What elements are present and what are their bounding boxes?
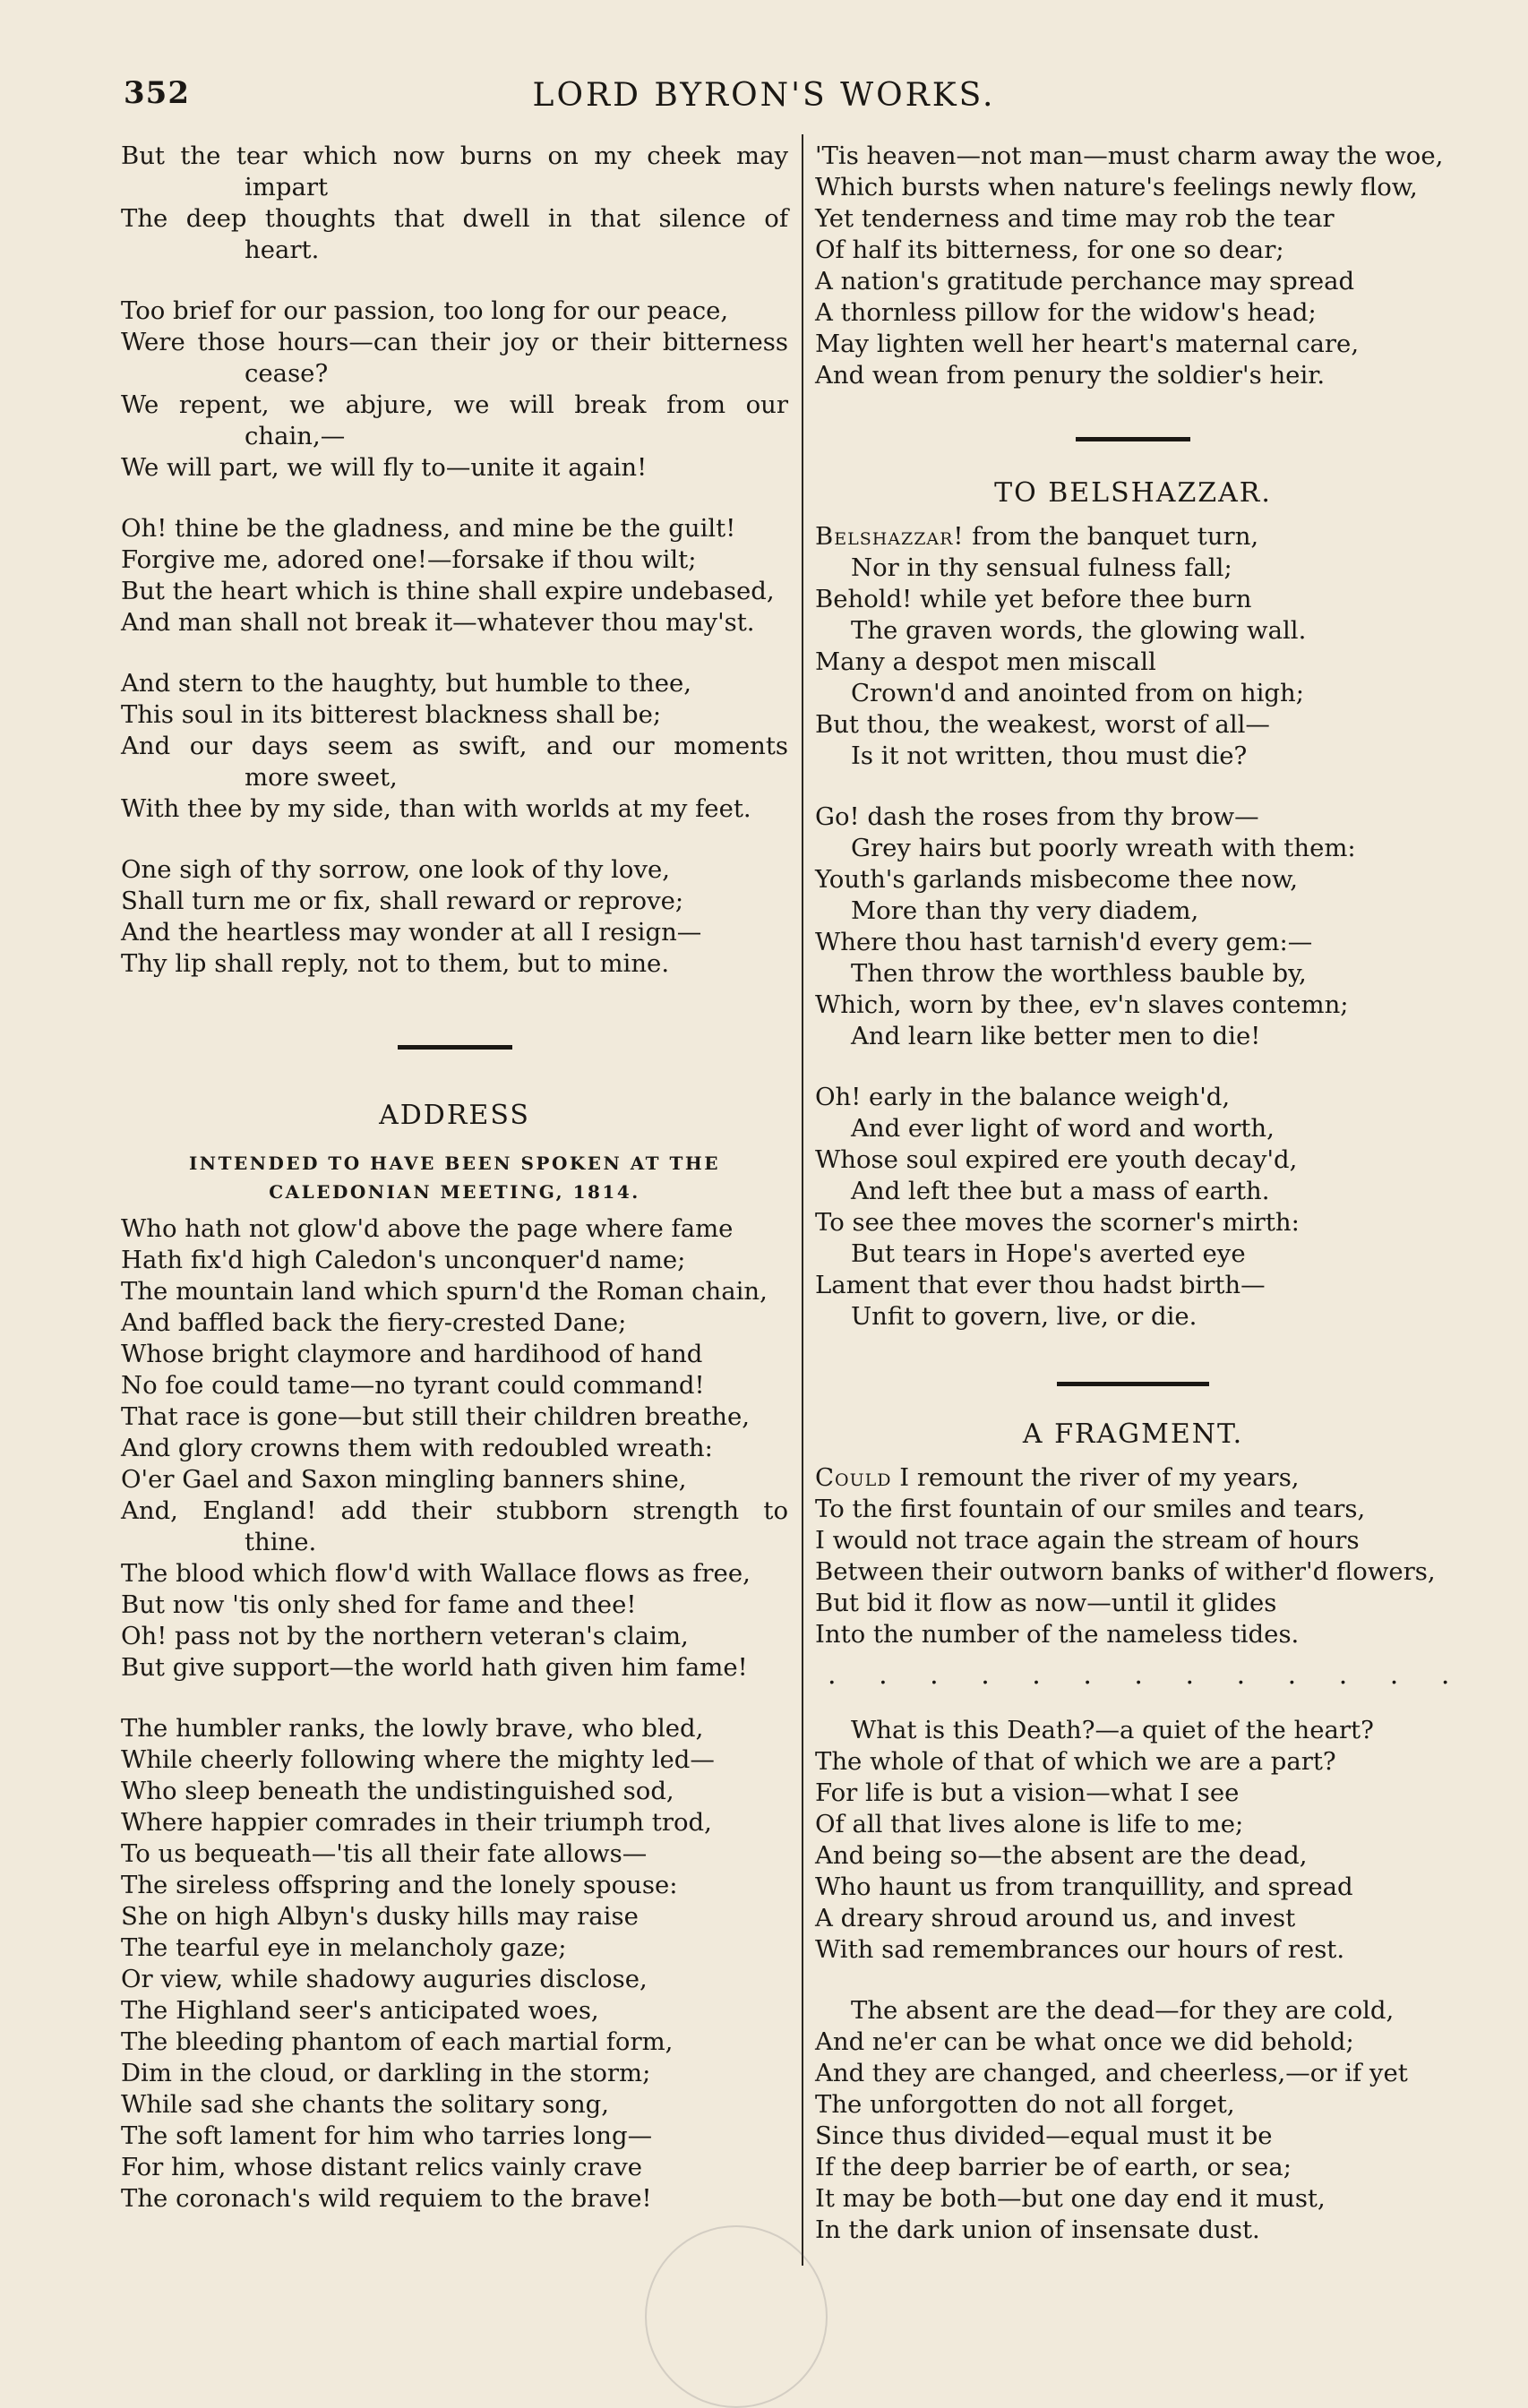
poem-line: Yet tenderness and time may rob the tear: [815, 204, 1335, 233]
poem-line: But tears in Hope's averted eye: [851, 1239, 1246, 1268]
library-stamp: [645, 2225, 828, 2408]
poem-line: Oh! pass not by the northern veteran's claim,: [121, 1622, 689, 1650]
poem-line: Nor in thy sensual fulness fall;: [851, 553, 1232, 582]
poem-line: One sigh of thy sorrow, one look of thy love,: [121, 855, 671, 884]
poem-line: The blood which flow'd with Wallace flows as free,: [121, 1559, 751, 1588]
stanza: [815, 801, 1451, 1052]
address-poem-continued: [815, 141, 1451, 391]
running-head: LORD BYRON'S WORKS.: [532, 77, 996, 114]
poem-line: The mountain land which spurn'd the Roman chain,: [121, 1277, 768, 1306]
poem-line: Is it not written, thou must die?: [851, 741, 1248, 770]
poem-line: The unforgotten do not all forget,: [815, 2090, 1235, 2119]
poem-line: In the dark union of insensate dust.: [815, 2215, 1260, 2244]
poem-line: And man shall not break it—whatever thou may'st.: [121, 608, 755, 637]
poem-line: Were those hours—can their joy or their bitterness: [121, 328, 788, 356]
right-column: [815, 141, 1467, 2275]
poem-line: Of all that lives alone is life to me;: [815, 1810, 1244, 1838]
poem-line: Lament that ever thou hadst birth—: [815, 1271, 1266, 1299]
poem-line: Forgive me, adored one!—forsake if thou wilt;: [121, 545, 697, 574]
poem-line: Many a despot men miscall: [815, 647, 1156, 676]
stanza: [815, 1995, 1451, 2246]
poem-line: Go! dash the roses from thy brow—: [815, 802, 1259, 831]
poem-line: Dim in the cloud, or darkling in the storm;: [121, 2059, 651, 2087]
poem-line: A thornless pillow for the widow's head;: [815, 298, 1317, 327]
poem-line: If the deep barrier be of earth, or sea;: [815, 2153, 1292, 2181]
poem-line: And learn like better men to die!: [851, 1022, 1261, 1050]
poem-line: Thy lip shall reply, not to them, but to mine.: [121, 949, 670, 978]
poem-line: The tearful eye in melancholy gaze;: [121, 1933, 567, 1962]
poem-line: This soul in its bitterest blackness shall be;: [121, 700, 662, 729]
poem-line: chain,—: [245, 422, 346, 450]
poem-line: Hath fix'd high Caledon's unconquer'd name;: [121, 1246, 686, 1274]
poem-line: But thou, the weakest, worst of all—: [815, 710, 1270, 739]
poem-line: We repent, we abjure, we will break from our: [121, 390, 788, 419]
belshazzar-lead: Belshazzar!: [815, 522, 965, 551]
poem-line: Grey hairs but poorly wreath with them:: [851, 834, 1356, 862]
poem-line: The Highland seer's anticipated woes,: [121, 1996, 599, 2025]
poem-line: But give support—the world hath given him fame!: [121, 1653, 748, 1682]
poem-line: The absent are the dead—for they are cold,: [851, 1996, 1395, 2025]
poem-line: That race is gone—but still their children breathe,: [121, 1402, 750, 1431]
poem-line: It may be both—but one day end it must,: [815, 2184, 1326, 2213]
poem-line: [815, 1462, 1451, 1494]
poem-line: But the heart which is thine shall expire undebased,: [121, 577, 775, 605]
poem-line: For him, whose distant relics vainly crave: [121, 2153, 643, 2181]
address-poem: [121, 1213, 788, 2215]
poem-line: Oh! early in the balance weigh'd,: [815, 1083, 1231, 1111]
stanza: [121, 296, 788, 484]
poem-continued: [121, 141, 788, 980]
poem-line: Since thus divided—equal must it be: [815, 2121, 1273, 2150]
stanza: [121, 513, 788, 638]
poem-line: While sad she chants the solitary song,: [121, 2090, 610, 2119]
poem-line: And, England! add their stubborn strength to: [121, 1496, 788, 1525]
stanza: [815, 1715, 1451, 1966]
poem-line: thine.: [245, 1528, 317, 1556]
poem-line: No foe could tame—no tyrant could command!: [121, 1371, 705, 1400]
stanza: [121, 1213, 788, 1684]
poem-line: Then throw the worthless bauble by,: [851, 959, 1307, 988]
poem-line: With thee by my side, than with worlds at my feet.: [121, 794, 751, 823]
poem-line: cease?: [245, 359, 329, 388]
address-subtitle-1: INTENDED TO HAVE BEEN SPOKEN AT THE: [188, 1153, 721, 1174]
poem-line: For life is but a vision—what I see: [815, 1778, 1240, 1807]
poem-line: Whose soul expired ere youth decay'd,: [815, 1145, 1298, 1174]
stanza: [121, 1713, 788, 2215]
fragment-lead: Could: [815, 1463, 892, 1492]
poem-line: Where happier comrades in their triumph trod,: [121, 1808, 712, 1837]
stanza: [121, 141, 788, 266]
poem-line: 'Tis heaven—not man—must charm away the woe,: [815, 141, 1444, 170]
poem-line: And stern to the haughty, but humble to thee,: [121, 669, 692, 698]
address-title: ADDRESS: [379, 1100, 530, 1131]
poem-line: Into the number of the nameless tides.: [815, 1620, 1300, 1649]
poem-line: Which, worn by thee, ev'n slaves contemn;: [815, 990, 1349, 1019]
poem-line: Who haunt us from tranquillity, and spread: [815, 1872, 1353, 1901]
poem-line: And they are changed, and cheerless,—or if yet: [815, 2059, 1408, 2087]
poem-line: Who hath not glow'd above the page where fame: [121, 1214, 734, 1243]
poem-line: Oh! thine be the gladness, and mine be the guilt!: [121, 514, 736, 543]
poem-line: A dreary shroud around us, and invest: [815, 1904, 1296, 1932]
poem-line: impart: [245, 173, 329, 201]
poem-line: Which bursts when nature's feelings newly flow,: [815, 173, 1418, 201]
poem-line: Of half its bitterness, for one so dear;: [815, 236, 1284, 264]
poem-line: [815, 521, 1451, 553]
stanza: [815, 1082, 1451, 1333]
poem-line: And our days seem as swift, and our moments: [121, 732, 788, 760]
poem-line: More than thy very diadem,: [851, 896, 1199, 925]
poem-line: And the heartless may wonder at all I resign—: [121, 918, 702, 947]
poem-line: The graven words, the glowing wall.: [851, 616, 1307, 645]
ellipsis-dots: . . . . . . . . . . . . .: [828, 1659, 1467, 1691]
poem-line: Whose bright claymore and hardihood of hand: [121, 1340, 703, 1368]
stanza: [121, 668, 788, 825]
poem-line: Who sleep beneath the undistinguished sod,: [121, 1777, 674, 1805]
poem-line: The sireless offspring and the lonely spouse:: [121, 1871, 678, 1899]
poem-line: heart.: [245, 236, 320, 264]
poem-line: And left thee but a mass of earth.: [851, 1177, 1270, 1205]
poem-line: While cheerly following where the mighty led—: [121, 1745, 715, 1774]
poem-line: And glory crowns them with redoubled wreath:: [121, 1434, 713, 1462]
poem-line: The humbler ranks, the lowly brave, who bled,: [121, 1714, 704, 1743]
poem-line: But now 'tis only shed for fame and thee!: [121, 1590, 637, 1619]
poem-line: To us bequeath—'tis all their fate allows—: [121, 1839, 648, 1868]
poem-line: Youth's garlands misbecome thee now,: [815, 865, 1298, 894]
poem-line: The soft lament for him who tarries long—: [121, 2121, 653, 2150]
poem-line: May lighten well her heart's maternal care,: [815, 330, 1360, 358]
poem-line: Crown'd and anointed from on high;: [851, 679, 1304, 707]
poem-line: And being so—the absent are the dead,: [815, 1841, 1308, 1870]
column-divider: [802, 134, 803, 2266]
poem-line: The coronach's wild requiem to the brave!: [121, 2184, 652, 2213]
stanza: [121, 854, 788, 980]
poem-line: She on high Albyn's dusky hills may raise: [121, 1902, 639, 1931]
fragment-first-line: I remount the river of my years,: [891, 1463, 1300, 1492]
poem-line: The bleeding phantom of each martial form,: [121, 2027, 674, 2056]
poem-line: Where thou hast tarnish'd every gem:—: [815, 928, 1313, 956]
poem-line: Shall turn me or fix, shall reward or reprove;: [121, 887, 684, 915]
poem-line: Unfit to govern, live, or die.: [851, 1302, 1198, 1331]
belshazzar-poem: [815, 521, 1451, 1333]
poem-line: With sad remembrances our hours of rest.: [815, 1935, 1345, 1964]
poem-line: To see thee moves the scorner's mirth:: [815, 1208, 1300, 1237]
belshazzar-first-line: from the banquet turn,: [964, 522, 1259, 551]
poem-line: I would not trace again the stream of hours: [815, 1526, 1360, 1555]
page-number: 352: [124, 75, 190, 111]
poem-line: The deep thoughts that dwell in that silence of: [121, 204, 788, 233]
poem-line: But bid it flow as now—until it glides: [815, 1589, 1277, 1617]
left-column: [121, 141, 788, 2244]
poem-line: But the tear which now burns on my cheek may: [121, 141, 788, 170]
belshazzar-title: TO BELSHAZZAR.: [994, 477, 1272, 509]
poem-line: The whole of that of which we are a part?: [815, 1747, 1336, 1776]
address-subtitle-2: CALEDONIAN MEETING, 1814.: [269, 1181, 640, 1203]
poem-line: And ever light of word and worth,: [851, 1114, 1275, 1143]
poem-line: more sweet,: [245, 763, 398, 792]
poem-line: Between their outworn banks of wither'd flowers,: [815, 1557, 1436, 1586]
poem-line: Behold! while yet before thee burn: [815, 585, 1252, 613]
poem-line: And ne'er can be what once we did behold;: [815, 2027, 1354, 2056]
poem-line: A nation's gratitude perchance may spread: [815, 267, 1355, 296]
fragment-title: A FRAGMENT.: [1022, 1418, 1244, 1450]
poem-line: Too brief for our passion, too long for our peace,: [121, 296, 729, 325]
poem-line: Or view, while shadowy auguries disclose,: [121, 1965, 648, 1993]
fragment-poem: [815, 1462, 1467, 2246]
poem-line: What is this Death?—a quiet of the heart?: [851, 1716, 1374, 1744]
poem-line: To the first fountain of our smiles and tears,: [815, 1495, 1366, 1523]
poem-line: We will part, we will fly to—unite it again!: [121, 453, 648, 482]
poem-line: And baffled back the fiery-crested Dane;: [121, 1308, 627, 1337]
poem-line: O'er Gael and Saxon mingling banners shine,: [121, 1465, 687, 1494]
poem-line: And wean from penury the soldier's heir.: [815, 361, 1326, 390]
